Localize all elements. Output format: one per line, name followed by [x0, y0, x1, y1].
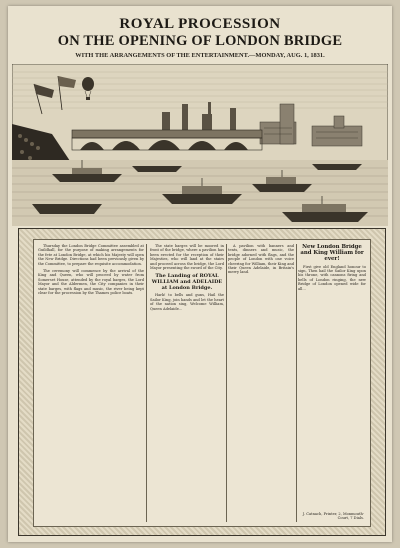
column-4: [298, 244, 366, 522]
printer-line-2: Court, 7 Dials.: [337, 515, 364, 520]
ornamental-border: [18, 228, 386, 536]
column-divider: [226, 244, 227, 522]
column-2-body: The state barges will be moored in front of the bridge, where a pavilion has been erected for the reception of their Majesties, who will land at the stairs and proceed across the bridge, the Lord Mayor presenting the sword of the City.: [150, 244, 224, 271]
printer-line-1: J. Catnach, Printer, 2, Monmouth-: [302, 511, 364, 516]
broadside-sheet: [8, 6, 392, 542]
column-2-verse: Hark! to bells and guns, Hail the Sailor King, join hands and let the heart of the nation sing, Welcome William, Queen Adelaide...: [150, 293, 224, 311]
column-divider: [296, 244, 297, 522]
song-title: New London Bridge and King William for ever!: [300, 244, 364, 263]
column-divider: [146, 244, 147, 522]
column-1-body: The ceremony will commence by the arrival of the King and Queen, who will proceed by water from Somerset House, attended by the royal barges, the Lord Mayor and the Aldermen, the City companies in their state barges, with flags and music, the river being kept clear for the procession by the Thames police boats.: [38, 269, 144, 296]
column-1-intro: Thursday the London Bridge Committee assembled at Guildhall, for the purpose of making arrangements for the fete at London Bridge, at which his Majesty will open the New Bridge. Directions had been previously given by the Committee, to prepare the requisite accommodation.: [38, 244, 144, 266]
column-2: [150, 244, 224, 522]
text-panel: [33, 239, 371, 527]
bridge-engraving-illustration: [12, 64, 388, 226]
landing-heading: The Landing of ROYAL WILLIAM and ADELAIDE at London Bridge.: [151, 273, 223, 292]
column-4-body: First give old England honour to sign, Then hail the Sailor King upon his throne, with cannons firing and bells of London ringing, the new Bridge of London opened wide for all...: [298, 264, 366, 291]
column-3: [228, 244, 294, 522]
title-line-1: ROYAL PROCESSION: [119, 16, 281, 32]
printer-imprint: [303, 512, 364, 520]
title-line-2: ON THE OPENING OF LONDON BRIDGE: [57, 33, 343, 49]
subtitle: WITH THE ARRANGEMENTS OF THE ENTERTAINMENT.—MONDAY, AUG. 1, 1831.: [75, 52, 325, 59]
column-3-body: A pavilion with banners and tents, dinners and music, the bridge adorned with flags, and the people of London with one voice cheering for William, their King and their Queen Adelaide, in Britain's merry land.: [228, 244, 294, 275]
column-1: [38, 244, 144, 522]
